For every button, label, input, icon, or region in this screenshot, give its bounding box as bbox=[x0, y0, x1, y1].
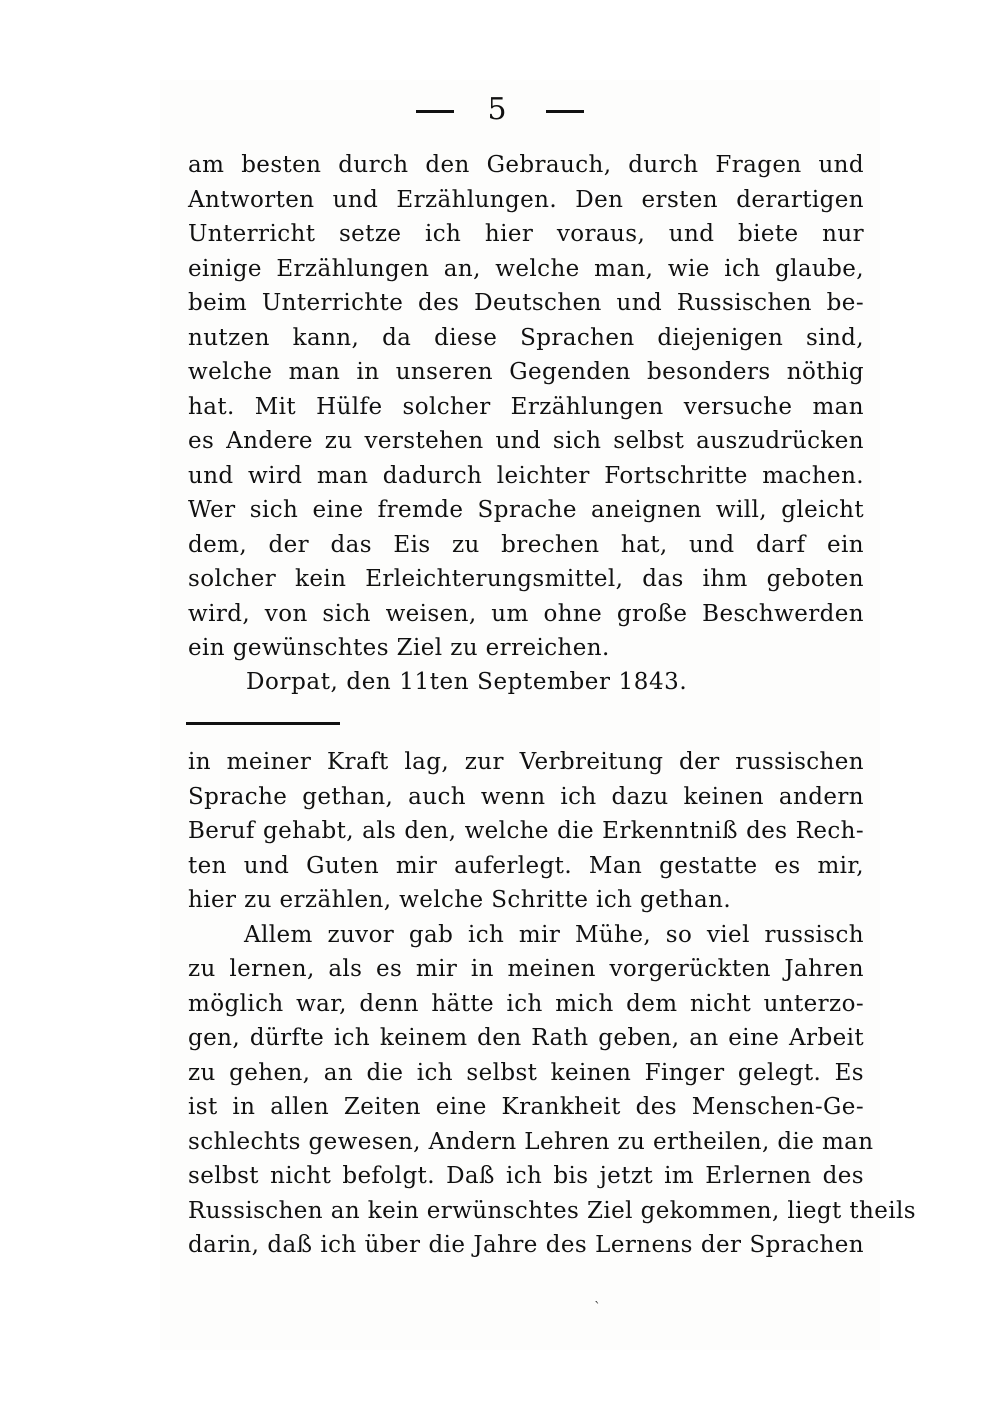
text-line: ten und Guten mir auferlegt. Man gestatte es mir, bbox=[188, 852, 864, 879]
text-line: zu lernen, als es mir in meinen vorgerückten Jahren bbox=[188, 956, 864, 982]
continuation-section bbox=[188, 745, 916, 1263]
text-line: Allem zuvor gab ich mir Mühe, so viel russisch bbox=[244, 921, 864, 948]
text-line: es Andere zu verstehen und sich selbst auszudrücken bbox=[188, 428, 864, 454]
text-line: am besten durch den Gebrauch, durch Fragen und bbox=[188, 152, 864, 178]
text-line: gen, dürfte ich keinem den Rath geben, an eine Arbeit bbox=[188, 1025, 864, 1051]
page-number: 5 bbox=[487, 92, 513, 127]
print-speck: ˋ bbox=[594, 1300, 601, 1316]
text-line: nutzen kann, da diese Sprachen diejenigen sind, bbox=[188, 324, 864, 351]
text-line: Unterricht setze ich hier voraus, und biete nur bbox=[188, 221, 864, 247]
text-line: ist in allen Zeiten eine Krankheit des Menschen-Ge- bbox=[188, 1094, 864, 1120]
section-divider bbox=[186, 722, 340, 725]
text-line: hat. Mit Hülfe solcher Erzählungen versuche man bbox=[188, 393, 864, 420]
text-line: Beruf gehabt, als den, welche die Erkenntniß des Rech- bbox=[188, 818, 864, 844]
text-line: dem, der das Eis zu brechen hat, und darf ein bbox=[188, 531, 864, 558]
header-dash-left bbox=[416, 110, 454, 113]
text-line: Sprache gethan, auch wenn ich dazu keinen andern bbox=[188, 783, 864, 810]
text-line: solcher kein Erleichterungsmittel, das ihm geboten bbox=[188, 566, 864, 592]
text-line: welche man in unseren Gegenden besonders nöthig bbox=[188, 359, 864, 385]
text-line: wird, von sich weisen, um ohne große Beschwerden bbox=[188, 600, 864, 627]
text-line: beim Unterrichte des Deutschen und Russischen be- bbox=[188, 290, 864, 316]
text-line: schlechts gewesen, Andern Lehren zu ertheilen, die man bbox=[188, 1128, 874, 1155]
text-line: selbst nicht befolgt. Daß ich bis jetzt im Erlernen des bbox=[188, 1163, 864, 1189]
text-line: einige Erzählungen an, welche man, wie ich glaube, bbox=[188, 255, 864, 282]
text-line: in meiner Kraft lag, zur Verbreitung der russischen bbox=[188, 749, 864, 775]
text-line: darin, daß ich über die Jahre des Lernens der Sprachen bbox=[188, 1232, 864, 1258]
text-line: ein gewünschtes Ziel zu erreichen. bbox=[188, 635, 610, 661]
text-line: Antworten und Erzählungen. Den ersten derartigen bbox=[188, 186, 864, 213]
text-line: Russischen an kein erwünschtes Ziel gekommen, liegt theils bbox=[188, 1197, 916, 1224]
preface-paragraph bbox=[188, 148, 864, 666]
text-line: Wer sich eine fremde Sprache aneignen will, gleicht bbox=[188, 497, 864, 523]
page-header bbox=[0, 92, 1000, 127]
header-dash-right bbox=[546, 110, 584, 113]
text-line: zu gehen, an die ich selbst keinen Finger gelegt. Es bbox=[188, 1059, 864, 1086]
text-line: und wird man dadurch leichter Fortschritte machen. bbox=[188, 462, 864, 489]
text-line: möglich war, denn hätte ich mich dem nicht unterzo- bbox=[188, 990, 864, 1017]
text-line: hier zu erzählen, welche Schritte ich gethan. bbox=[188, 887, 732, 913]
date-signature: Dorpat, den 11ten September 1843. bbox=[246, 669, 688, 695]
